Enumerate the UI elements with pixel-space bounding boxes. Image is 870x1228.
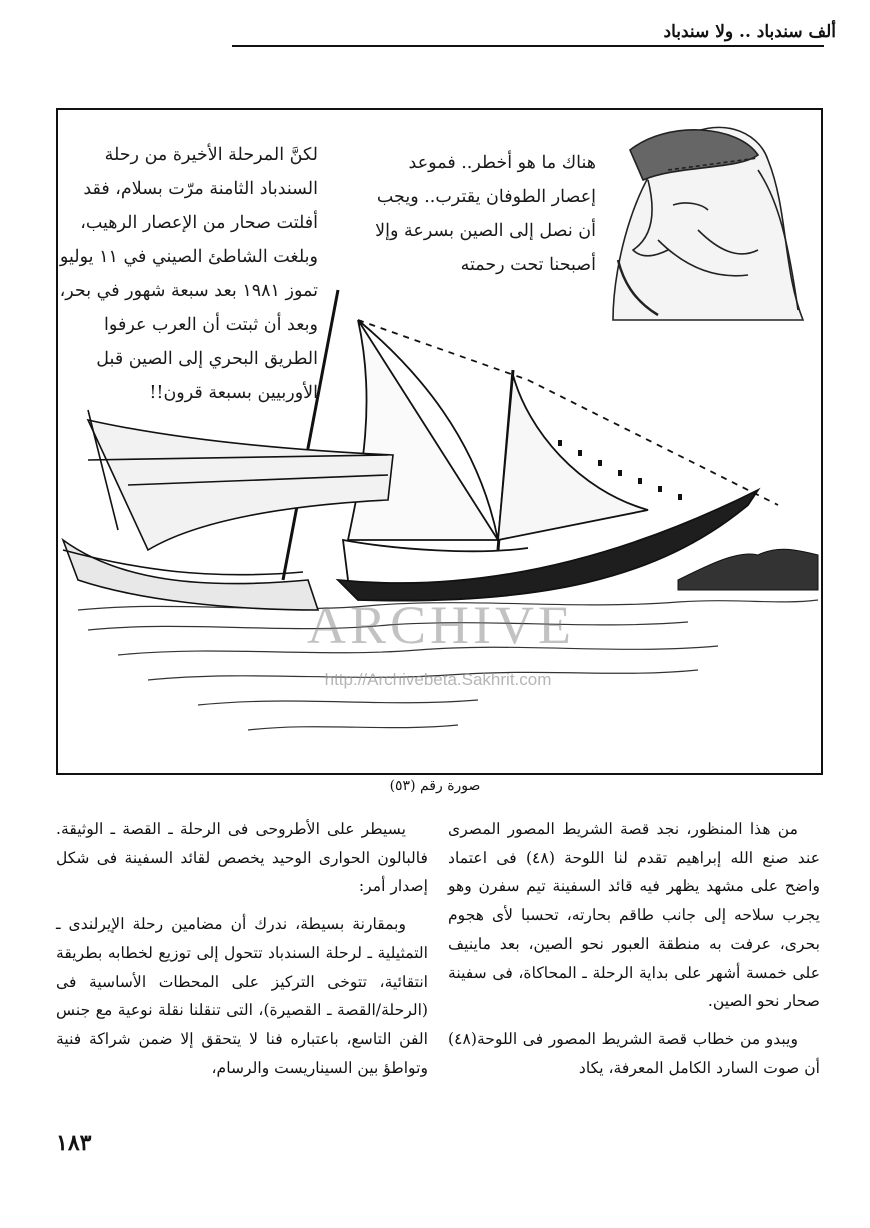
- bubble-line: إعصار الطوفان يقترب.. ويجب: [376, 187, 596, 207]
- bubble-line: هناك ما هو أخطر.. فموعد: [408, 153, 596, 173]
- bubble-line: وبلغت الشاطئ الصيني في ١١ يوليو: [59, 247, 318, 267]
- bubble-line: الأوربيين بسبعة قرون!!: [149, 383, 318, 403]
- text-column-right: [448, 815, 820, 1091]
- bubble-line: السندباد الثامنة مرّت بسلام، فقد: [83, 179, 318, 199]
- coastline: [678, 549, 818, 590]
- bubble-line: الطريق البحري إلى الصين قبل: [96, 349, 318, 369]
- bubble-line: أفلتت صحار من الإعصار الرهيب،: [80, 213, 318, 233]
- comic-illustration: [56, 108, 823, 775]
- running-header-title: ألف سندباد .. ولا سندباد: [663, 22, 836, 42]
- archive-watermark: ARCHIVE: [307, 595, 575, 655]
- paragraph: يسيطر على الأطروحى فى الرحلة ـ القصة ـ الوثيقة. فالبالون الحوارى الوحيد يخصص لقائد السفينة فى شكل إصدار أمر:: [56, 820, 428, 896]
- page-number: ١٨٣: [56, 1130, 92, 1156]
- archive-watermark-url: http://Archivebeta.Sakhrit.com: [324, 670, 552, 689]
- speech-bubble-narration: [59, 138, 318, 410]
- bubble-line: لكنَّ المرحلة الأخيرة من رحلة: [104, 145, 318, 165]
- bubble-line: أن نصل إلى الصين بسرعة وإلا: [375, 221, 596, 241]
- speech-bubble-captain: [350, 146, 596, 282]
- figure-caption: صورة رقم (٥٣): [389, 778, 481, 794]
- bubble-line: وبعد أن ثبتت أن العرب عرفوا: [104, 315, 318, 335]
- bubble-line: أصبحنا تحت رحمته: [460, 255, 596, 275]
- bubble-line: تموز ١٩٨١ بعد سبعة شهور في بحر،: [59, 281, 318, 301]
- paragraph: ويبدو من خطاب قصة الشريط المصور فى اللوحة(٤٨) أن صوت السارد الكامل المعرفة، يكاد: [448, 1029, 820, 1077]
- text-column-left: [56, 815, 428, 1091]
- large-dhow: [338, 320, 778, 601]
- header-rule: [232, 45, 824, 47]
- paragraph: من هذا المنظور، نجد قصة الشريط المصور المصرى عند صنع الله إبراهيم تقدم لنا اللوحة (٤٨) فى اعتماد واضح على مشهد يظهر فيه قائد السفينة تيم سفرن وهو يجرب سلاحه إلى جانب طاقم بحارته، تحسبا لأى هجوم بحرى، عرفت به منطقة العبور نحو الصين، بعد ماينيف على خمسة أشهر على بداية الرحلة ـ المحاكاة، فى سفينة صحار نحو الصين.: [448, 820, 820, 1011]
- paragraph: وبمقارنة بسيطة، ندرك أن مضامين رحلة الإيرلندى ـ التمثيلية ـ لرحلة السندباد تتحول إلى توزيع لخطابه بطريقة انتقائية، تتوخى التركيز على المحطات الأساسية فى (الرحلة/القصة ـ القصيرة)، التى تنقلنا نقلة نوعية مع جنس الفن التاسع، باعتباره فنا لا يتحقق إلا ضمن شراكة فنية وتواطؤ بين السيناريست والرسام،: [56, 915, 428, 1077]
- captain-portrait: [613, 127, 803, 320]
